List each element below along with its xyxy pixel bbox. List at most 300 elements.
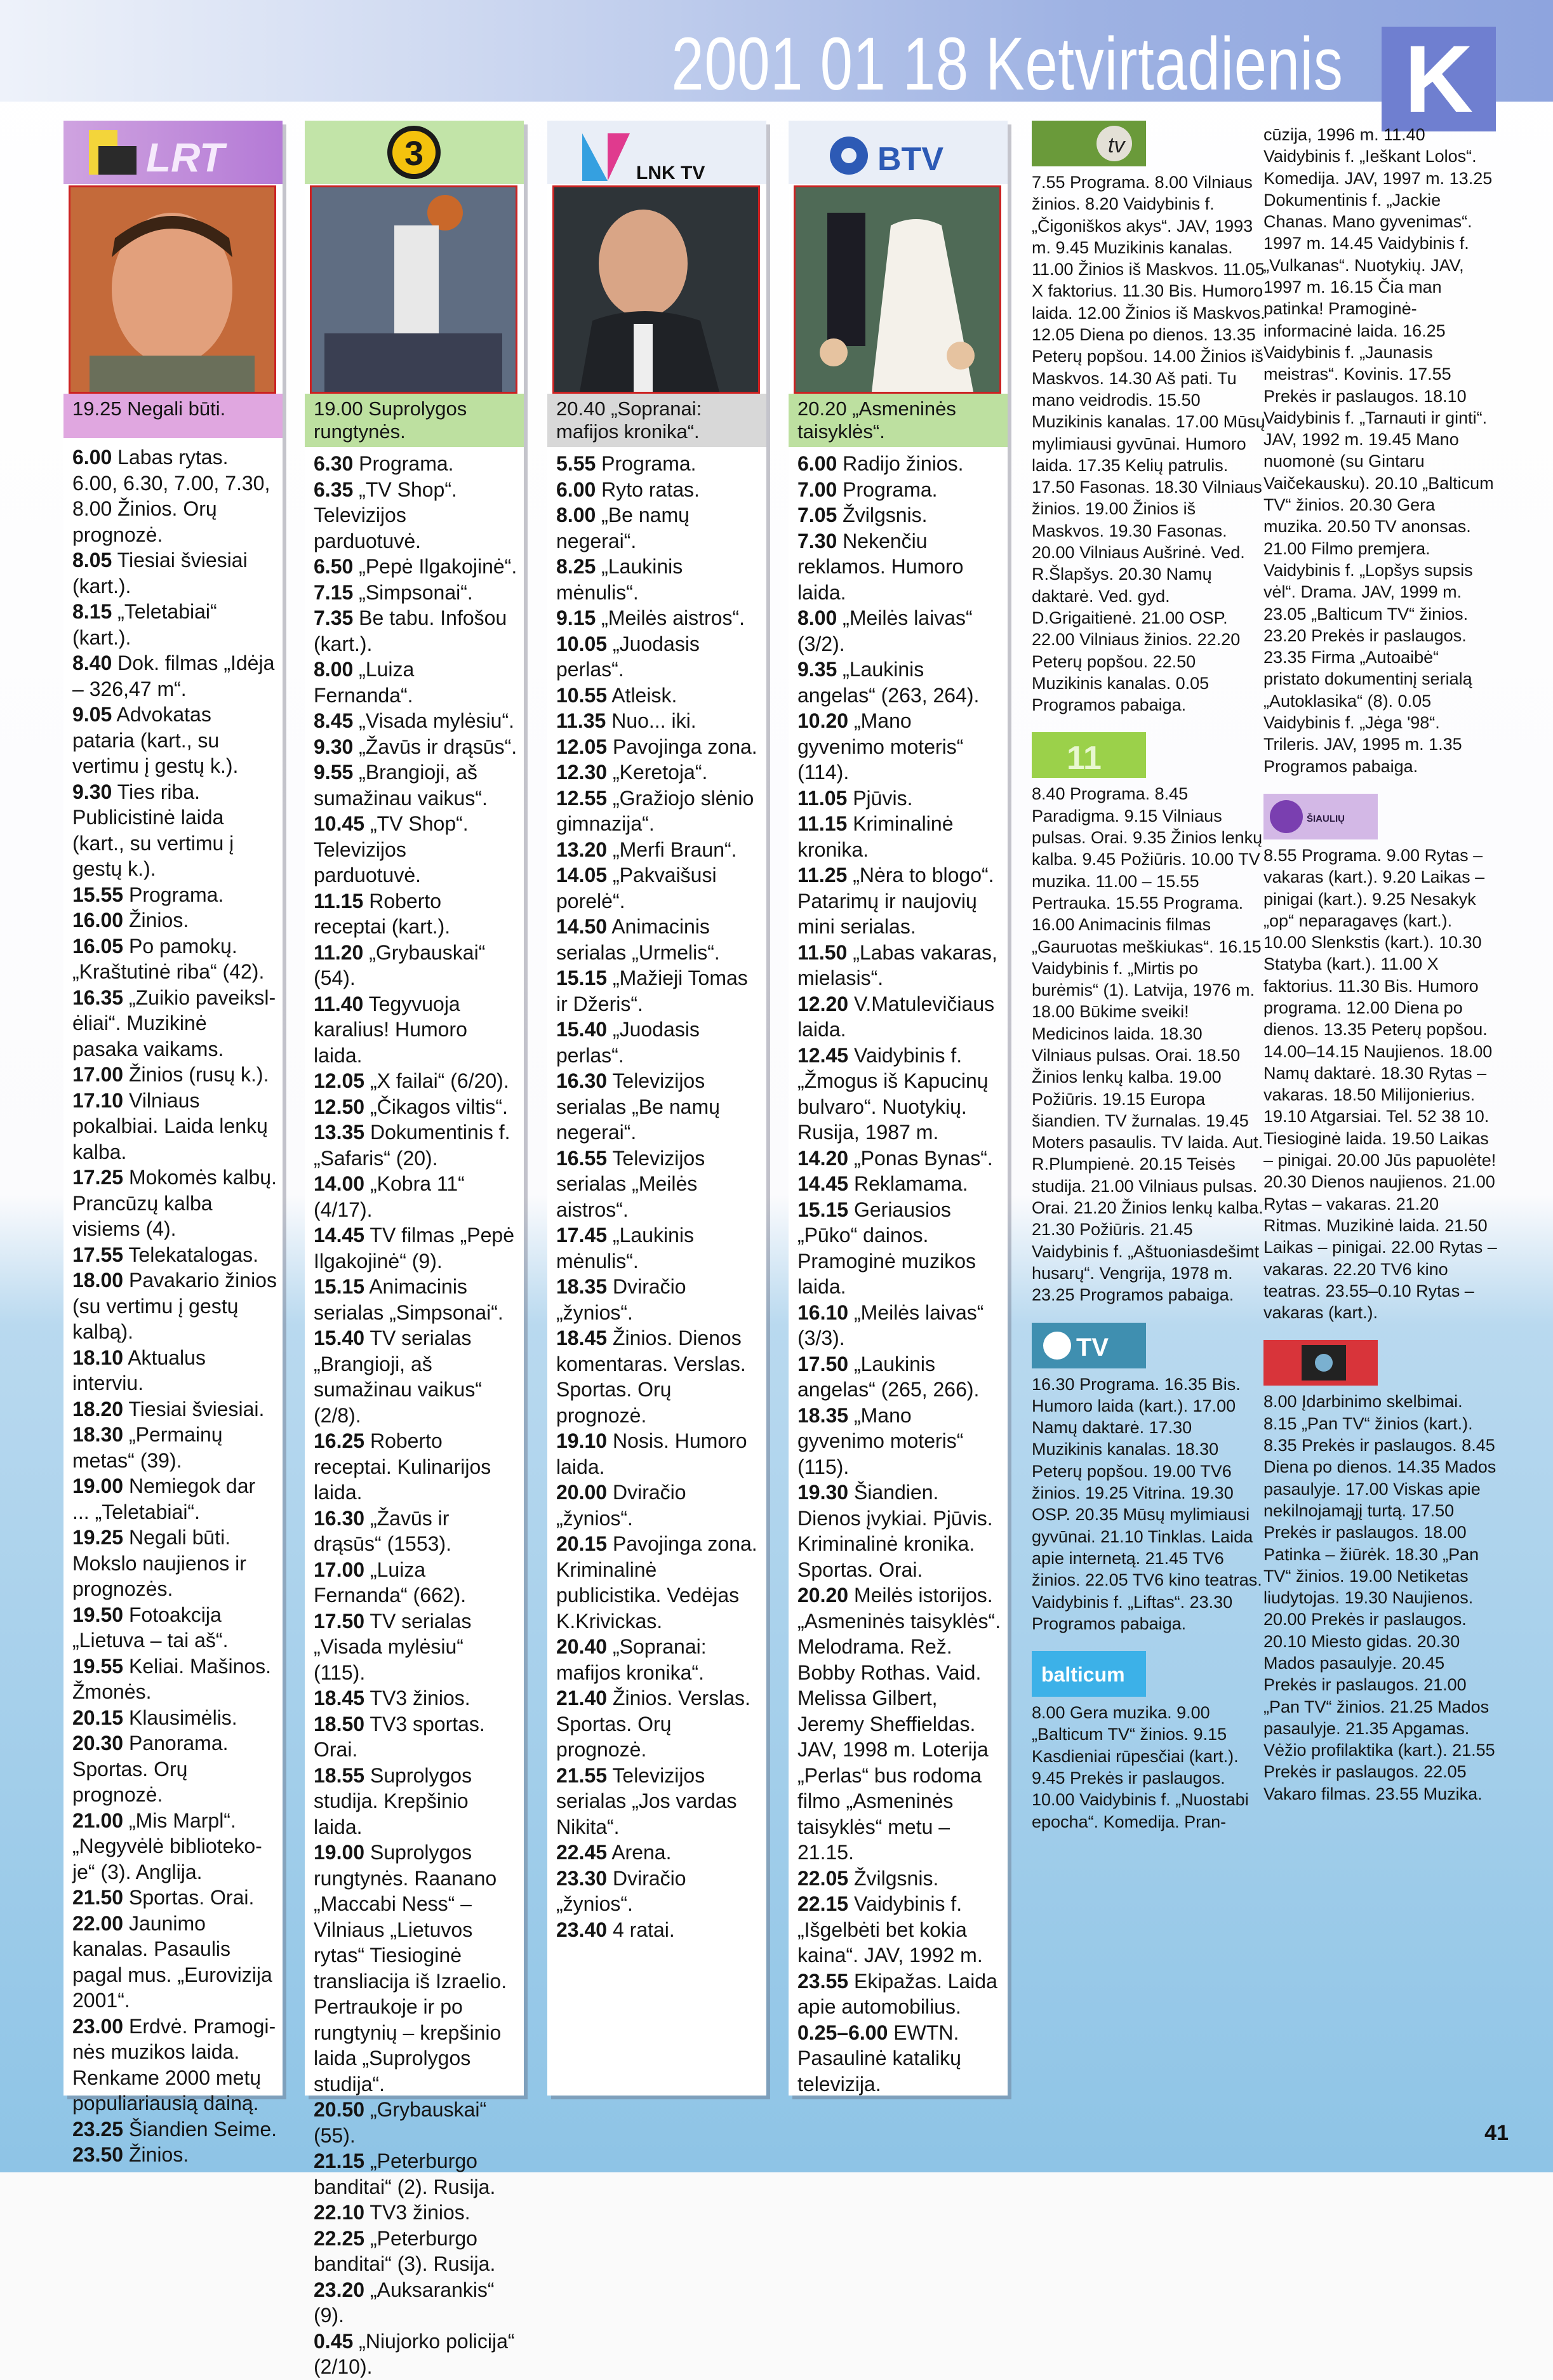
schedule-entry [314,1068,519,1094]
schedule-entry [797,477,1003,503]
program-time: 11.40 [314,992,364,1015]
program-time: 20.15 [556,1532,608,1555]
siauliu-schedule: 8.55 Programa. 9.00 Rytas – vakaras (kart.). 9.20 Laikas – pinigai (kart.). 9.25 Nesakyk „op“ neparagavęs (kart.). 10.00 Slenkstis (kart.). 10.30 Statyba (kart.). 11.00 X faktorius. 11.30 Bis. Humoro programa. 12.00 Diena po dienos. 13.35 Peterų popšou. 14.00–14.15 Naujienos. 18.00 Namų daktarė. 18.30 Rytas – vakaras. 18.50 Milijonierius. 19.10 Atgarsiai. Tel. 52 38 10. Tiesioginė laida. 19.50 Laikas – pinigai. 20.00 Jūs papuolėte! 20.30 Dienos naujienos. 21.00 Rytas – vakaras. 21.20 Ritmas. Muzikinė laida. 21.50 Laikas – pinigai. 22.00 Rytas – vakaras. 22.20 TV6 kino teatras. 23.55–0.10 Rytas – vakaras (kart.). [1263,845,1497,1323]
program-title: „Laukinis mėnulis“. [556,555,683,604]
program-title: Tegyvuoja karalius! Humoro laida. [314,992,467,1067]
program-time: 19.25 [72,1526,124,1549]
program-title: Animacinis serialas „Urmelis“. [556,915,720,964]
program-title: TV serialas „Visada mylėsiu“ (115). [314,1609,472,1684]
program-time: 22.10 [314,2201,365,2224]
program-time: 14.20 [797,1146,849,1170]
program-title: „Luiza Fernanda“ (662). [314,1558,467,1607]
program-title: Vaidybinis f. „Žmogus iš Kapucinų bulvaro“. Nuotykių. Rusija, 1987 m. [797,1043,989,1144]
schedule-entry [797,1403,1003,1480]
program-title: Šiandien. Dienos įvykiai. Pjūvis. Kriminalinė kronika. Sportas. Orai. [797,1481,993,1581]
schedule-entry [72,1911,277,2014]
program-time: 17.00 [72,1063,124,1086]
program-time: 22.45 [556,1841,608,1864]
program-title: Programa. [601,452,697,475]
tv3-photo [310,185,517,394]
schedule-entry [556,1222,761,1274]
lnk-photo [552,185,760,394]
schedule-entry [314,1763,519,1840]
program-title: Žvilgsnis. [843,504,928,526]
schedule-entry [314,708,519,734]
program-time: 20.30 [72,1732,124,1755]
tv3-schedule [314,451,519,2380]
program-time: 10.05 [556,632,608,655]
program-title: Ties riba. Publicistinė laida (kart., su vertimu į gestų k.). [72,780,234,880]
program-title: „Be namų negerai“. [556,504,690,552]
channel-column-lrt [63,121,283,2166]
schedule-entry [556,1685,761,1763]
btv-photo [794,185,1001,394]
schedule-entry [314,2226,519,2277]
schedule-entry [314,888,519,940]
program-time: 21.55 [556,1763,608,1787]
program-title: „Mano gyvenimo moteris“ (114). [797,709,964,784]
program-title: Meilės istorijos. „Asmeninės taisyklės“. Melodrama. Rež. Bobby Rothas. Vaid. Melissa Gilbert, Jeremy Sheffieldas. JAV, 1998 m. Loterija „Perlas“ bus rodoma filmo „Asmeninės taisyklės“ metu – 21.15. [797,1584,1001,1864]
program-time: 21.15 [314,2149,365,2172]
pantv-logo [1263,1340,1378,1386]
page-date-title: 2001 01 18 Ketvirtadienis [671,22,1343,106]
program-title: Keliai. Mašinos. Žmonės. [72,1654,272,1703]
program-title: Tiesiai šviesiai (kart.). [72,549,248,598]
program-time: 9.15 [556,606,596,629]
schedule-entry [556,1068,761,1146]
program-title: 4 ratai. [612,1918,675,1941]
program-title: Pjūvis. [853,786,913,810]
program-time: 23.20 [314,2278,365,2301]
program-time: 9.30 [314,735,354,758]
program-title: Žinios. Verslas. Sportas. Orų prognozė. [556,1687,750,1761]
program-time: 20.15 [72,1706,124,1729]
program-time: 16.35 [72,986,124,1009]
schedule-entry [314,940,519,991]
schedule-entry [72,1062,277,1088]
balticum-block [1032,1651,1267,1833]
lrt-logo [63,121,283,184]
program-title: Negali būti. Mokslo naujienos ir prognozės. [72,1526,246,1600]
pantv-block [1263,1340,1498,1805]
program-time: 19.55 [72,1654,124,1678]
schedule-entry [314,1711,519,1763]
tv11-schedule: 8.40 Programa. 8.45 Paradigma. 9.15 Vilniaus pulsas. Orai. 9.35 Žinios lenkų kalba. 9.45 Požiūris. 10.00 TV muzika. 11.00 – 15.55 Pertrauka. 15.55 Programa. 16.00 Animacinis filmas „Gauruotas meškiukas“. 16.15 Vaidybinis f. „Mirtis po burėmis“ (1). Latvija, 1976 m. 18.00 Būkime sveiki! Medicinos laida. 18.30 Vilniaus pulsas. Orai. 18.50 Žinios lenkų kalba. 19.00 Požiūris. 19.15 Europa šiandien. TV žurnalas. 19.45 Moters pasaulis. TV laida. Aut. R.Plumpienė. 20.15 Teisės studija. 21.00 Vilniaus pulsas. Orai. 21.20 Žinios lenkų kalba. 21.30 Požiūris. 21.45 Vaidybinis f. „Aštuoniasdešimt husarų“. Vengrija, 1978 m. 23.25 Programos pabaiga. [1032,784,1263,1305]
program-time: 11.15 [797,812,848,835]
schedule-entry [314,811,519,888]
program-time: 8.25 [556,555,596,578]
program-time: 15.40 [314,1327,365,1349]
program-title: Radijo žinios. [843,452,964,475]
schedule-entry [72,702,277,779]
schedule-entry [556,914,761,965]
program-title: „Kobra 11“ (4/17). [314,1172,465,1221]
schedule-entry [797,1171,1003,1197]
schedule-entry [797,811,1003,862]
program-time: 7.05 [797,504,837,526]
schedule-entry [556,451,761,477]
schedule-entry [72,882,277,908]
schedule-entry [797,1197,1003,1300]
schedule-entry [556,1634,761,1685]
tv3-highlight-caption: 19.00 Suprolygos rungtynės. [305,394,524,447]
schedule-entry [72,1705,277,1731]
program-time: 12.50 [314,1095,365,1118]
schedule-entry [797,1146,1003,1172]
program-time: 18.30 [72,1423,124,1446]
schedule-entry [797,940,1003,991]
siauliu-logo [1263,794,1378,839]
schedule-entry [72,1654,277,1705]
program-time: 22.15 [797,1892,849,1915]
program-title: V.Matulevičiaus laida. [797,992,995,1041]
lrt-highlight-caption: 19.25 Negali būti. [63,394,283,438]
program-title: „Gražiojo slėnio gimnazija“. [556,786,754,835]
schedule-entry [797,1582,1003,1866]
schedule-entry [72,2014,277,2116]
program-time: 6.00 [72,446,112,469]
program-time: 23.25 [72,2117,124,2141]
program-time: 18.35 [556,1275,608,1298]
program-title: EWTN. Pasaulinė katalikų televizija. [797,2021,961,2096]
program-title: „Mano gyvenimo moteris“ (115). [797,1403,964,1478]
program-title: Telekatalogas. [128,1243,258,1266]
program-time: 12.45 [797,1043,849,1067]
schedule-entry [797,528,1003,606]
program-time: 15.55 [72,883,124,906]
schedule-entry [797,2020,1003,2097]
schedule-entry [72,1525,277,1602]
schedule-entry [797,1300,1003,1351]
schedule-entry [314,1608,519,1686]
regional-column-b [1263,124,1498,1821]
program-time: 11.05 [797,786,848,810]
schedule-entry [314,2329,519,2380]
weekday-letter: K [1382,27,1496,131]
program-title: Televizijos serialas „Jos vardas Nikita“. [556,1763,737,1838]
program-time: 13.35 [314,1121,365,1144]
schedule-entry [314,1171,519,1222]
program-time: 16.25 [314,1429,365,1452]
program-time: 17.55 [72,1243,124,1266]
schedule-entry [314,1685,519,1711]
schedule-entry [556,786,761,837]
program-time: 14.45 [314,1224,365,1247]
program-time: 16.10 [797,1300,849,1324]
program-time: 15.15 [797,1198,849,1221]
schedule-entry [797,451,1003,477]
program-title: Fotoakcija „Lietuva – tai aš“. [72,1603,229,1652]
schedule-entry [72,933,277,985]
balticum-schedule-continued: cūzija, 1996 m. 11.40 Vaidybinis f. „Ieškant Lolos“. Komedija. JAV, 1997 m. 13.25 Dokumentinis f. „Jackie Chanas. Mano gyvenimas“. 1997 m. 14.45 Vaidybinis f. „Vulkanas“. Nuotykių. JAV, 1997 m. 16.15 Čia man patinka! Pramoginė-informacinė laida. 16.25 Vaidybinis f. „Jaunasis meistras“. Kovinis. 17.55 Prekės ir paslaugos. 18.10 Vaidybinis f. „Tarnauti ir ginti“. JAV, 1992 m. 19.45 Mano nuomonė (su Gintaru Vaičekausku). 20.10 „Balticum TV“ žinios. 20.30 Gera muzika. 20.50 TV anonsas. 21.00 Filmo premjera. Vaidybinis f. „Lopšys supsis vėl“. Drama. JAV, 1999 m. 23.05 „Balticum TV“ žinios. 23.20 Prekės ir paslaugos. 23.35 Firma „Autoaibė“ pristato dokumentinį serialą „Autoklasika“ (8). 0.05 Vaidybinis f. „Jėga '98“. Trileris. JAV, 1995 m. 1.35 Programos pabaiga. [1263,125,1494,776]
program-time: 12.20 [797,992,849,1015]
program-time: 17.10 [72,1088,124,1112]
program-title: „Sopranai: mafijos kronika“. [556,1635,707,1684]
artv-logo [1032,1323,1146,1368]
program-title: Vaidybinis f. „Išgelbėti bet kokia kaina“. JAV, 1992 m. [797,1892,983,1967]
lrt-logo-graphic [63,121,283,184]
program-title: Jaunimo kanalas. Pasaulis pagal mus. „Eurovizija 2001“. [72,1911,272,2012]
program-title: „Grybauskai“ (55). [314,2098,487,2147]
program-time: 23.00 [72,2014,124,2038]
program-time: 13.20 [556,838,608,861]
program-title: Žinios. [128,909,189,932]
schedule-entry [314,991,519,1069]
program-time: 18.00 [72,1269,124,1292]
schedule-entry [72,1885,277,1911]
tv11-logo [1032,732,1146,778]
artv-block [1032,1323,1267,1635]
program-title: Advokatas pataria (kart., su vertimu į gestų k.). [72,703,239,777]
program-title: Reklamama. [853,1172,968,1195]
program-title: Nuo... iki. [611,709,697,732]
schedule-entry [314,2097,519,2148]
program-title: Televizijos serialas „Be namų negerai“. [556,1069,720,1144]
svg-text:11: 11 [1067,740,1102,777]
schedule-entry [556,1763,761,1840]
program-time: 10.55 [556,683,608,707]
program-time: 16.05 [72,934,124,958]
schedule-entry [556,605,761,631]
program-title: „TV Shop“. Televizijos parduotuvė. [314,478,457,552]
schedule-entry [797,605,1003,657]
program-time: 17.45 [556,1224,608,1247]
program-title: „Grybauskai“ (54). [314,940,486,989]
program-title: Roberto receptai. Kulinarijos laida. [314,1429,491,1504]
program-time: 18.55 [314,1763,365,1787]
program-time: 8.00 [556,504,596,526]
schedule-entry [314,2148,519,2200]
tv11-block [1032,732,1267,1306]
program-time: 18.20 [72,1397,124,1421]
program-title: Nemiegok dar ... „Teletabiai“. [72,1474,256,1523]
schedule-entry [556,631,761,683]
program-time: 20.50 [314,2098,365,2121]
lnk-highlight-caption: 20.40 „Sopranai: mafijos kronika“. [547,394,766,447]
lrt-schedule [72,445,277,2168]
channel-column-lnk [547,121,766,2096]
program-title: „Meilės laivas“ (3/3). [797,1300,984,1349]
program-title: Dokumentinis f. „Safaris“ (20). [314,1121,510,1170]
program-title: Mokomės kalbų. Prancūzų kalba visiems (4). [72,1166,277,1240]
vtv-schedule: 7.55 Programa. 8.00 Vilniaus žinios. 8.20 Vaidybinis f. „Čigoniškos akys“. JAV, 1993 m. 9.45 Muzikinis kanalas. 11.00 Žinios iš Maskvos. 11.05 X faktorius. 11.30 Bis. Humoro laida. 12.00 Žinios iš Maskvos. 12.05 Diena po dienos. 13.35 Peterų popšou. 14.00 Žinios iš Maskvos. 14.30 Aš pati. Tu mano veidrodis. 15.50 Muzikinis kanalas. 17.00 Mūsų mylimiausi gyvūnai. Humoro laida. 17.35 Kelių patrulis. 17.50 Fasonas. 18.30 Vilniaus žinios. 19.00 Žinios iš Maskvos. 19.30 Fasonas. 20.00 Vilniaus Aušrinė. Ved. R.Šlapšys. 20.30 Namų daktarė. Ved. gyd. D.Grigaitienė. 21.00 OSP. 22.00 Vilniaus žinios. 22.20 Peterų popšou. 22.50 Muzikinis kanalas. 0.05 Programos pabaiga. [1032,173,1265,715]
program-time: 7.30 [797,529,837,552]
btv-schedule [797,451,1003,2097]
program-time: 16.00 [72,909,124,932]
program-title: Dviračio „žynios“. [556,1866,686,1915]
program-title: Ryto ratas. [601,478,700,501]
program-time: 11.35 [556,709,606,732]
program-title: Šiandien Seime. [128,2117,277,2141]
program-time: 8.05 [72,549,112,572]
program-title: Pavojinga zona. [612,735,757,758]
schedule-entry [314,477,519,554]
btv-logo-graphic [789,121,1008,184]
balticum-continued [1263,124,1498,777]
schedule-entry [797,1351,1003,1403]
svg-text:ŠIAULIŲ: ŠIAULIŲ [1307,813,1345,824]
schedule-entry [797,657,1003,708]
schedule-entry [72,1602,277,1654]
schedule-entry [314,580,519,606]
program-time: 19.00 [72,1474,124,1497]
program-time: 5.55 [556,452,596,475]
schedule-entry [556,502,761,554]
program-time: 17.50 [314,1609,365,1633]
program-title: „Simpsonai“. [359,580,473,604]
program-title: „Labas vakaras, mielasis“. [797,940,997,989]
svg-text:3: 3 [404,135,424,173]
program-title: Suprolygos rungtynės. Raanano „Maccabi Ness“ – Vilniaus „Lietuvos rytas“ Tiesioginė transliacija iš Izraelio. Pertraukoje ir po rungtynių – krepšinio laida „Suprolygos studija“. [314,1841,507,2096]
schedule-entry [556,1917,761,1943]
program-time: 7.15 [314,580,354,604]
tv3-logo [305,121,524,184]
schedule-entry [556,1866,761,1917]
lnk-logo [547,121,766,184]
program-title: „Merfi Braun“. [612,838,737,861]
svg-text:tv: tv [1108,133,1125,157]
program-time: 18.50 [314,1712,365,1735]
program-title: „Auksarankis“ (9). [314,2278,495,2327]
program-time: 8.00 [314,658,354,681]
program-time: 16.30 [314,1506,365,1530]
program-title: Programa. [359,452,454,475]
program-title: Žinios. [128,2143,189,2166]
schedule-entry [72,1345,277,1396]
schedule-entry [314,554,519,580]
schedule-entry [556,862,761,914]
program-title: Žvilgsnis. [853,1866,939,1890]
program-title: TV3 žinios. [370,2201,470,2224]
program-title: Dviračio „žynios“. [556,1481,686,1530]
program-time: 15.15 [556,966,608,989]
program-time: 12.30 [556,761,608,784]
program-title: Arena. [611,1841,672,1864]
program-title: „Meilės laivas“ (3/2). [797,606,973,655]
program-time: 8.45 [314,709,354,732]
svg-text:balticum: balticum [1041,1663,1125,1687]
lnk-logo-graphic [547,121,766,184]
schedule-entry [556,759,761,786]
schedule-entry [556,837,761,863]
schedule-entry [72,907,277,933]
schedule-entry [314,1094,519,1120]
program-title: „Luiza Fernanda“. [314,658,415,707]
program-time: 19.30 [797,1481,849,1504]
channel-column-tv3 [305,121,524,2378]
schedule-entry [556,1480,761,1531]
schedule-entry [797,1866,1003,1892]
program-time: 23.50 [72,2143,124,2166]
btv-logo [789,121,1008,184]
program-time: 8.15 [72,600,112,623]
program-title: Panorama. Sportas. Orų prognozė. [72,1732,229,1806]
program-title: Žinios. Dienos komentaras. Verslas. Sportas. Orų prognozė. [556,1327,746,1427]
program-title: „Teletabiai“ (kart.). [72,600,217,649]
program-time: 17.00 [314,1558,365,1581]
program-time: 15.40 [556,1018,608,1041]
schedule-entry [797,708,1003,786]
schedule-entry [797,1891,1003,1969]
program-title: „Peterburgo banditai“ (3). Rusija. [314,2226,496,2275]
schedule-entry [314,1120,519,1171]
schedule-entry [797,1480,1003,1582]
program-title: Atleisk. [611,683,677,707]
program-time: 20.20 [797,1584,849,1607]
program-title: „X failai“ (6/20). [370,1069,509,1092]
program-title: „Visada mylėsiu“. [359,709,514,732]
program-title: „Nėra to blogo“. Patarimų ir naujovių mini serialas. [797,864,994,938]
program-time: 21.50 [72,1886,124,1909]
program-time: 12.05 [314,1069,365,1092]
program-time: 6.50 [314,555,354,578]
program-time: 22.05 [797,1866,849,1890]
schedule-entry [314,2200,519,2226]
schedule-entry [314,1222,519,1274]
schedule-entry [72,650,277,702]
schedule-entry [314,1274,519,1325]
program-time: 14.45 [797,1172,849,1195]
program-title: Televizijos serialas „Meilės aistros“. [556,1146,705,1221]
program-title: „Juodasis perlas“. [556,1018,700,1067]
svg-text:TV: TV [1076,1333,1109,1361]
program-time: 8.00 [797,606,837,629]
program-title: Geriausios „Pūko“ dainos. Pramoginė muzikos laida. [797,1198,976,1298]
schedule-entry [72,1730,277,1808]
schedule-entry [314,451,519,477]
schedule-entry [556,965,761,1017]
program-title: Be tabu. Infošou (kart.). [314,606,507,655]
program-title: 6.00, 6.30, 7.00, 7.30, 8.00 Žinios. Orų prognozė. [72,471,270,546]
program-title: Programa. [128,883,224,906]
program-time: 22.00 [72,1911,124,1935]
schedule-entry [314,759,519,811]
schedule-entry [72,1088,277,1165]
program-time: 14.50 [556,915,608,938]
program-time: 7.00 [797,478,837,501]
program-title: TV serialas „Brangioji, aš sumažinau vaikus“ (2/8). [314,1327,482,1427]
schedule-entry [72,2116,277,2143]
schedule-entry [797,1043,1003,1146]
program-time: 6.35 [314,478,354,501]
balticum-schedule: 8.00 Gera muzika. 9.00 „Balticum TV“ žinios. 9.15 Kasdieniai rūpesčiai (kart.). 9.45 Prekės ir paslaugos. 10.00 Vaidybinis f. „Nuostabi epocha“. Komedija. Pran- [1032,1703,1249,1831]
artv-schedule: 16.30 Programa. 16.35 Bis. Humoro laida (kart.). 17.00 Namų daktarė. 17.30 Muzikinis kanalas. 18.30 Peterų popšou. 19.00 TV6 žinios. 19.25 Vitrina. 19.30 OSP. 20.35 Mūsų mylimiausi gyvūnai. 21.10 Tinklas. Laida apie internetą. 21.45 TV6 žinios. 22.05 TV6 kino teatras. Vaidybinis f. „Liftas“. 23.30 Programos pabaiga. [1032,1374,1262,1633]
program-title: „Pakvaišusi porelė“. [556,864,717,913]
program-title: Aktualus interviu. [72,1346,206,1394]
schedule-entry [72,1473,277,1525]
program-time: 18.45 [314,1687,365,1709]
program-time: 20.00 [556,1481,608,1504]
svg-text:LNK TV: LNK TV [636,163,705,184]
program-title: TV3 žinios. [370,1687,470,1709]
program-time: 22.25 [314,2226,365,2250]
lrt-photo [69,185,276,394]
vtv-logo [1032,121,1146,166]
page-number: 41 [1484,2121,1509,2145]
program-title: TV3 sportas. Orai. [314,1712,485,1761]
tv3-logo-graphic [305,121,524,184]
program-title: „Keretoja“. [612,761,708,784]
program-title: „TV Shop“. Televizijos parduotuvė. [314,812,469,886]
schedule-entry [72,1267,277,1345]
program-title: Ekipažas. Laida apie automobilius. [797,1969,997,2018]
program-title: Vilniaus pokalbiai. Laida lenkų kalba. [72,1088,268,1163]
schedule-entry [797,862,1003,940]
program-title: Programa. [843,478,938,501]
program-title: Pavakario žinios (su vertimu į gestų kalbą). [72,1269,277,1343]
program-time: 21.40 [556,1687,608,1709]
lnk-schedule [556,451,761,1942]
